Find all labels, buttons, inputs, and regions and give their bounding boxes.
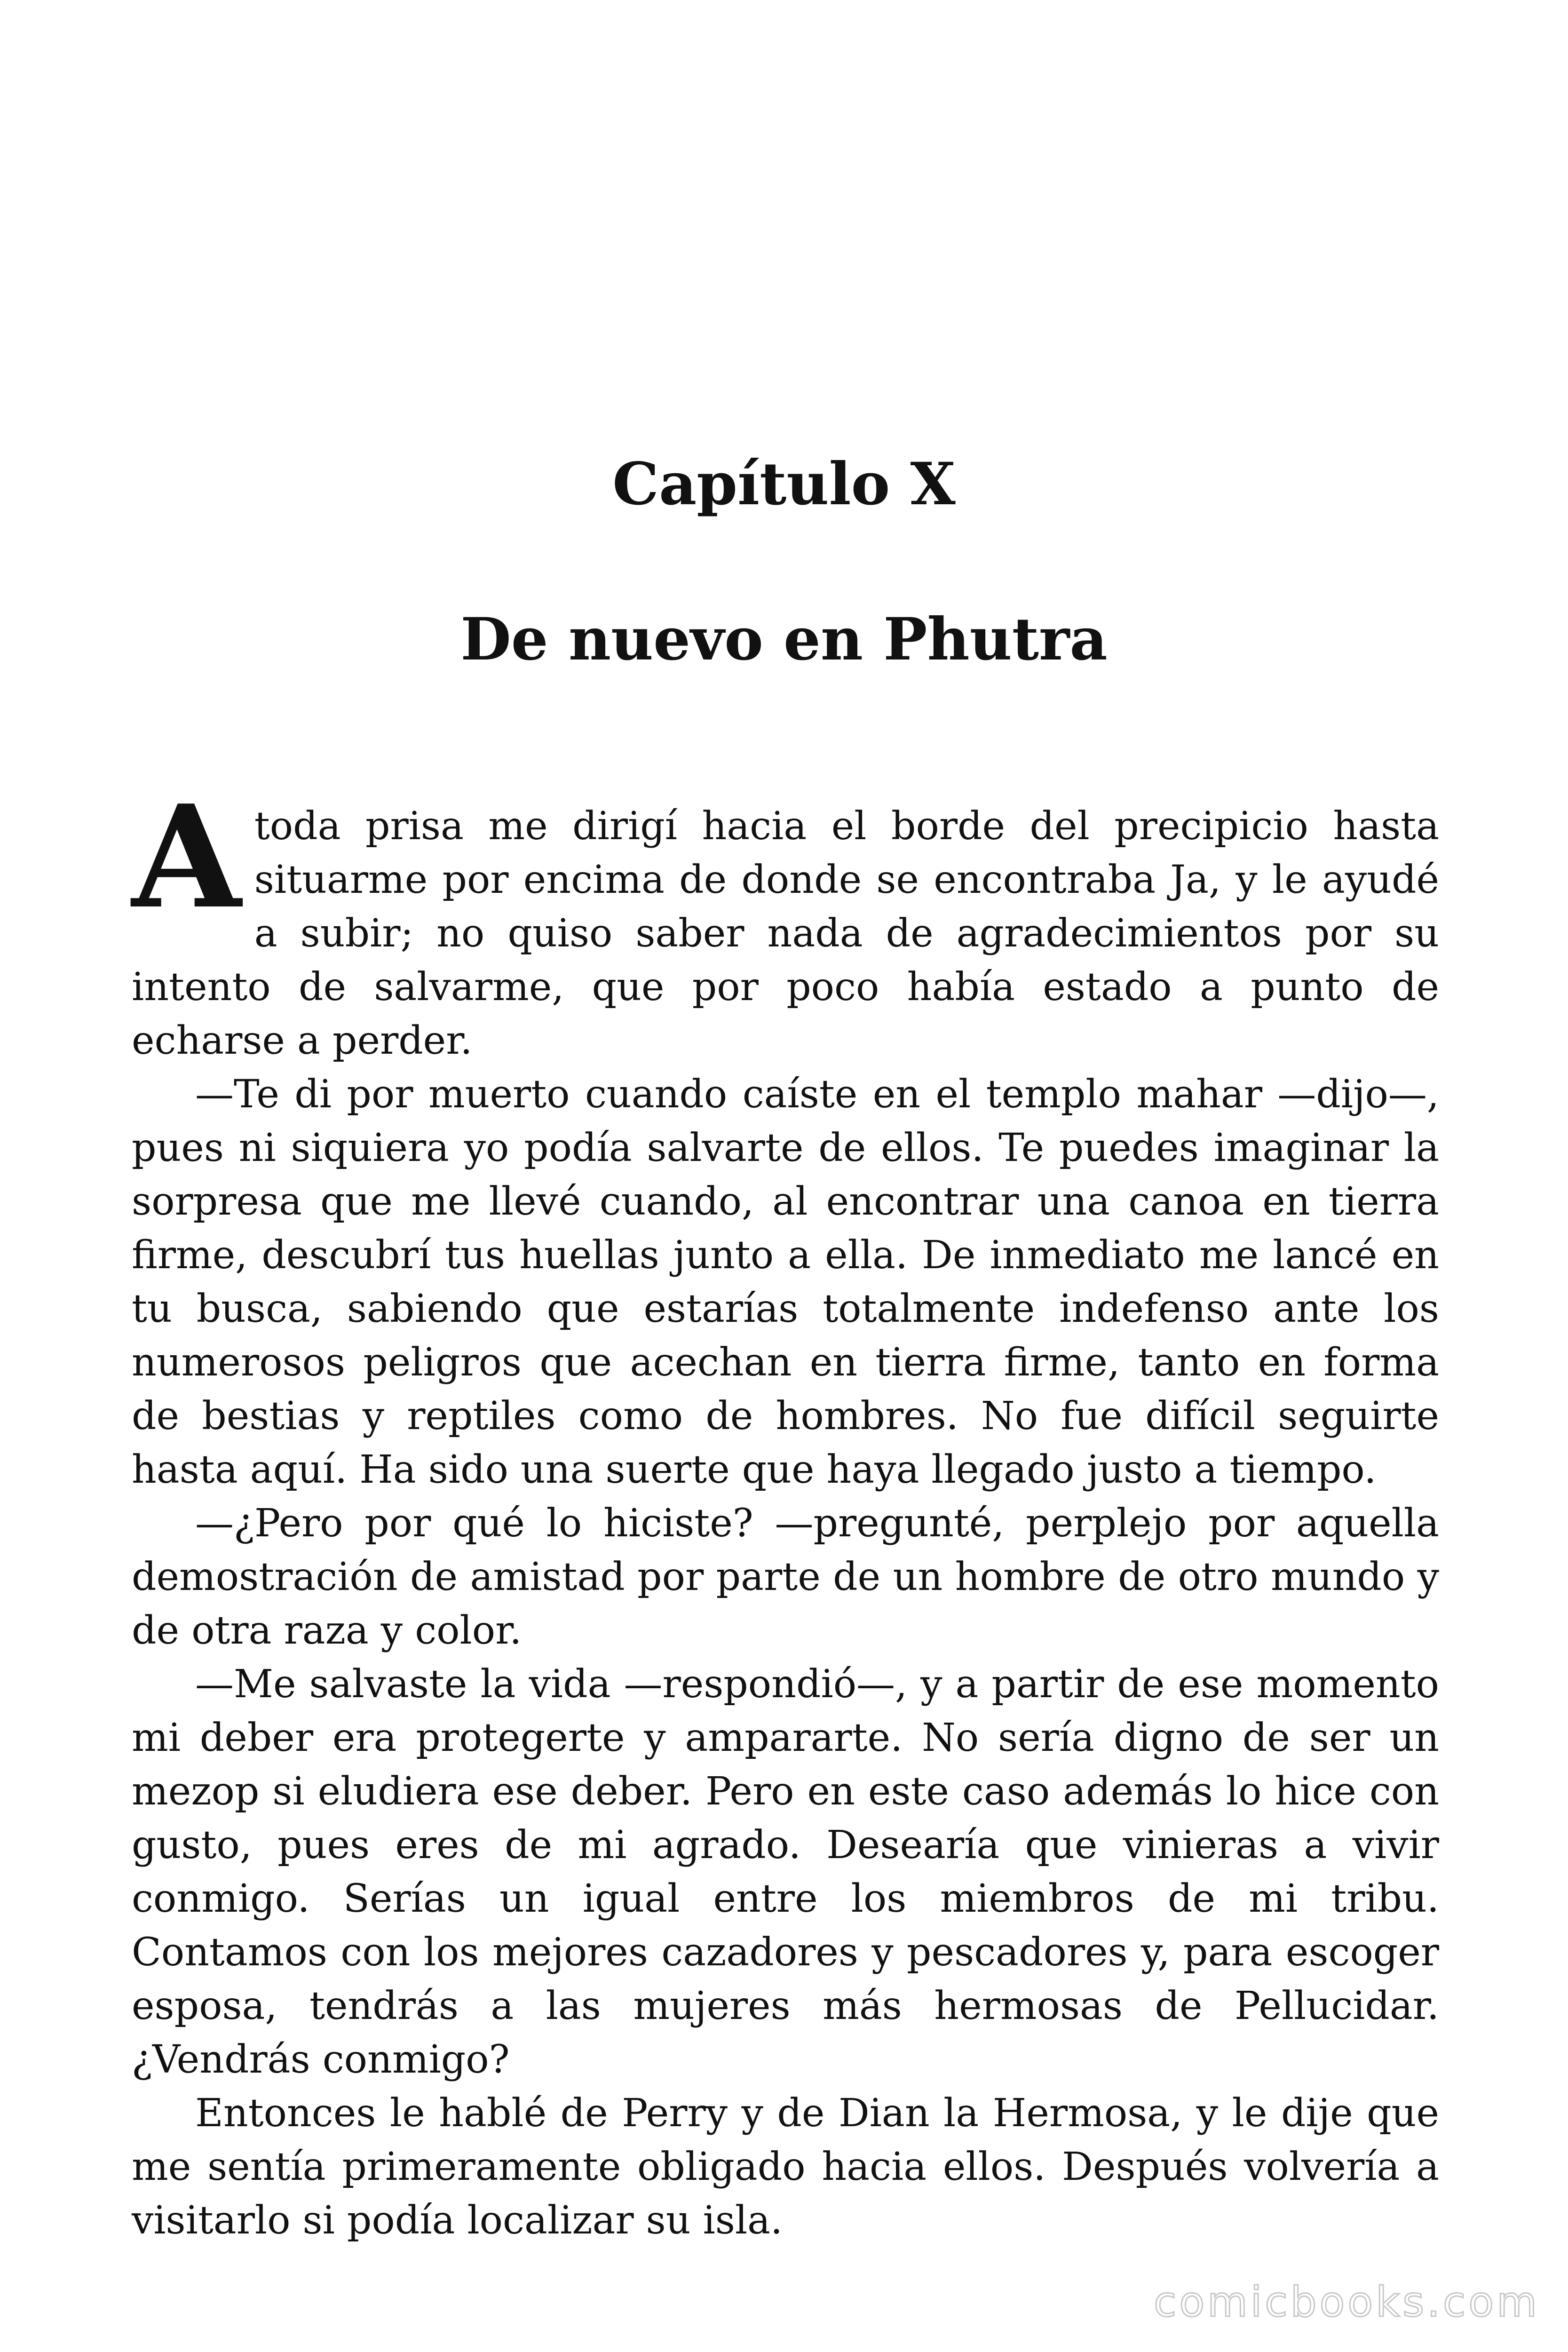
paragraph-4: —Me salvaste la vida —respondió—, y a partir de ese momento mi deber era protegerte y ampararte. No sería digno de ser un mezop si eludiera ese deber. Pero en este caso además lo hice con gusto, pues eres de mi agrado. Desearía que vinieras a vivir conmigo. Serías un igual entre los miembros de mi tribu. Contamos con los mejores cazadores y pescadores y, para escoger esposa, tendrás a las mujeres más hermosas de Pellucidar. ¿Vendrás conmigo? [132, 1662, 1439, 2082]
paragraph-1-text: toda prisa me dirigí hacia el borde del precipicio hasta situarme por encima de donde se encontraba Ja, y le ayudé a subir; no quiso saber nada de agradecimientos por su intento de salvarme, que por poco había estado a punto de echarse a perder. [132, 804, 1439, 1063]
watermark: comicbooks.com [1153, 2278, 1540, 2326]
drop-cap: A [132, 774, 241, 940]
paragraph-1 [132, 774, 1439, 1068]
paragraph-2: —Te di por muerto cuando caíste en el templo mahar —dijo—, pues ni siquiera yo podía salvarte de ellos. Te puedes imaginar la sorpresa que me llevé cuando, al encontrar una canoa en tierra firme, descubrí tus huellas junto a ella. De inmediato me lancé en tu busca, sabiendo que estarías totalmente indefenso ante los numerosos peligros que acechan en tierra firme, tanto en forma de bestias y reptiles como de hombres. No fue difícil seguirte hasta aquí. Ha sido una suerte que haya llegado justo a tiempo. [132, 1072, 1439, 1492]
paragraph-3: —¿Pero por qué lo hiciste? —pregunté, perplejo por aquella demostración de amistad por parte de un hombre de otro mundo y de otra raza y color. [132, 1501, 1439, 1653]
chapter-title: De nuevo en Phutra [460, 605, 1108, 674]
chapter-text [132, 774, 1439, 2248]
paragraph-5: Entonces le hablé de Perry y de Dian la Hermosa, y le dije que me sentía primeramente obligado hacia ellos. Después volvería a visitarlo si podía localizar su isla. [132, 2091, 1439, 2243]
chapter-number: Capítulo X [612, 450, 956, 518]
